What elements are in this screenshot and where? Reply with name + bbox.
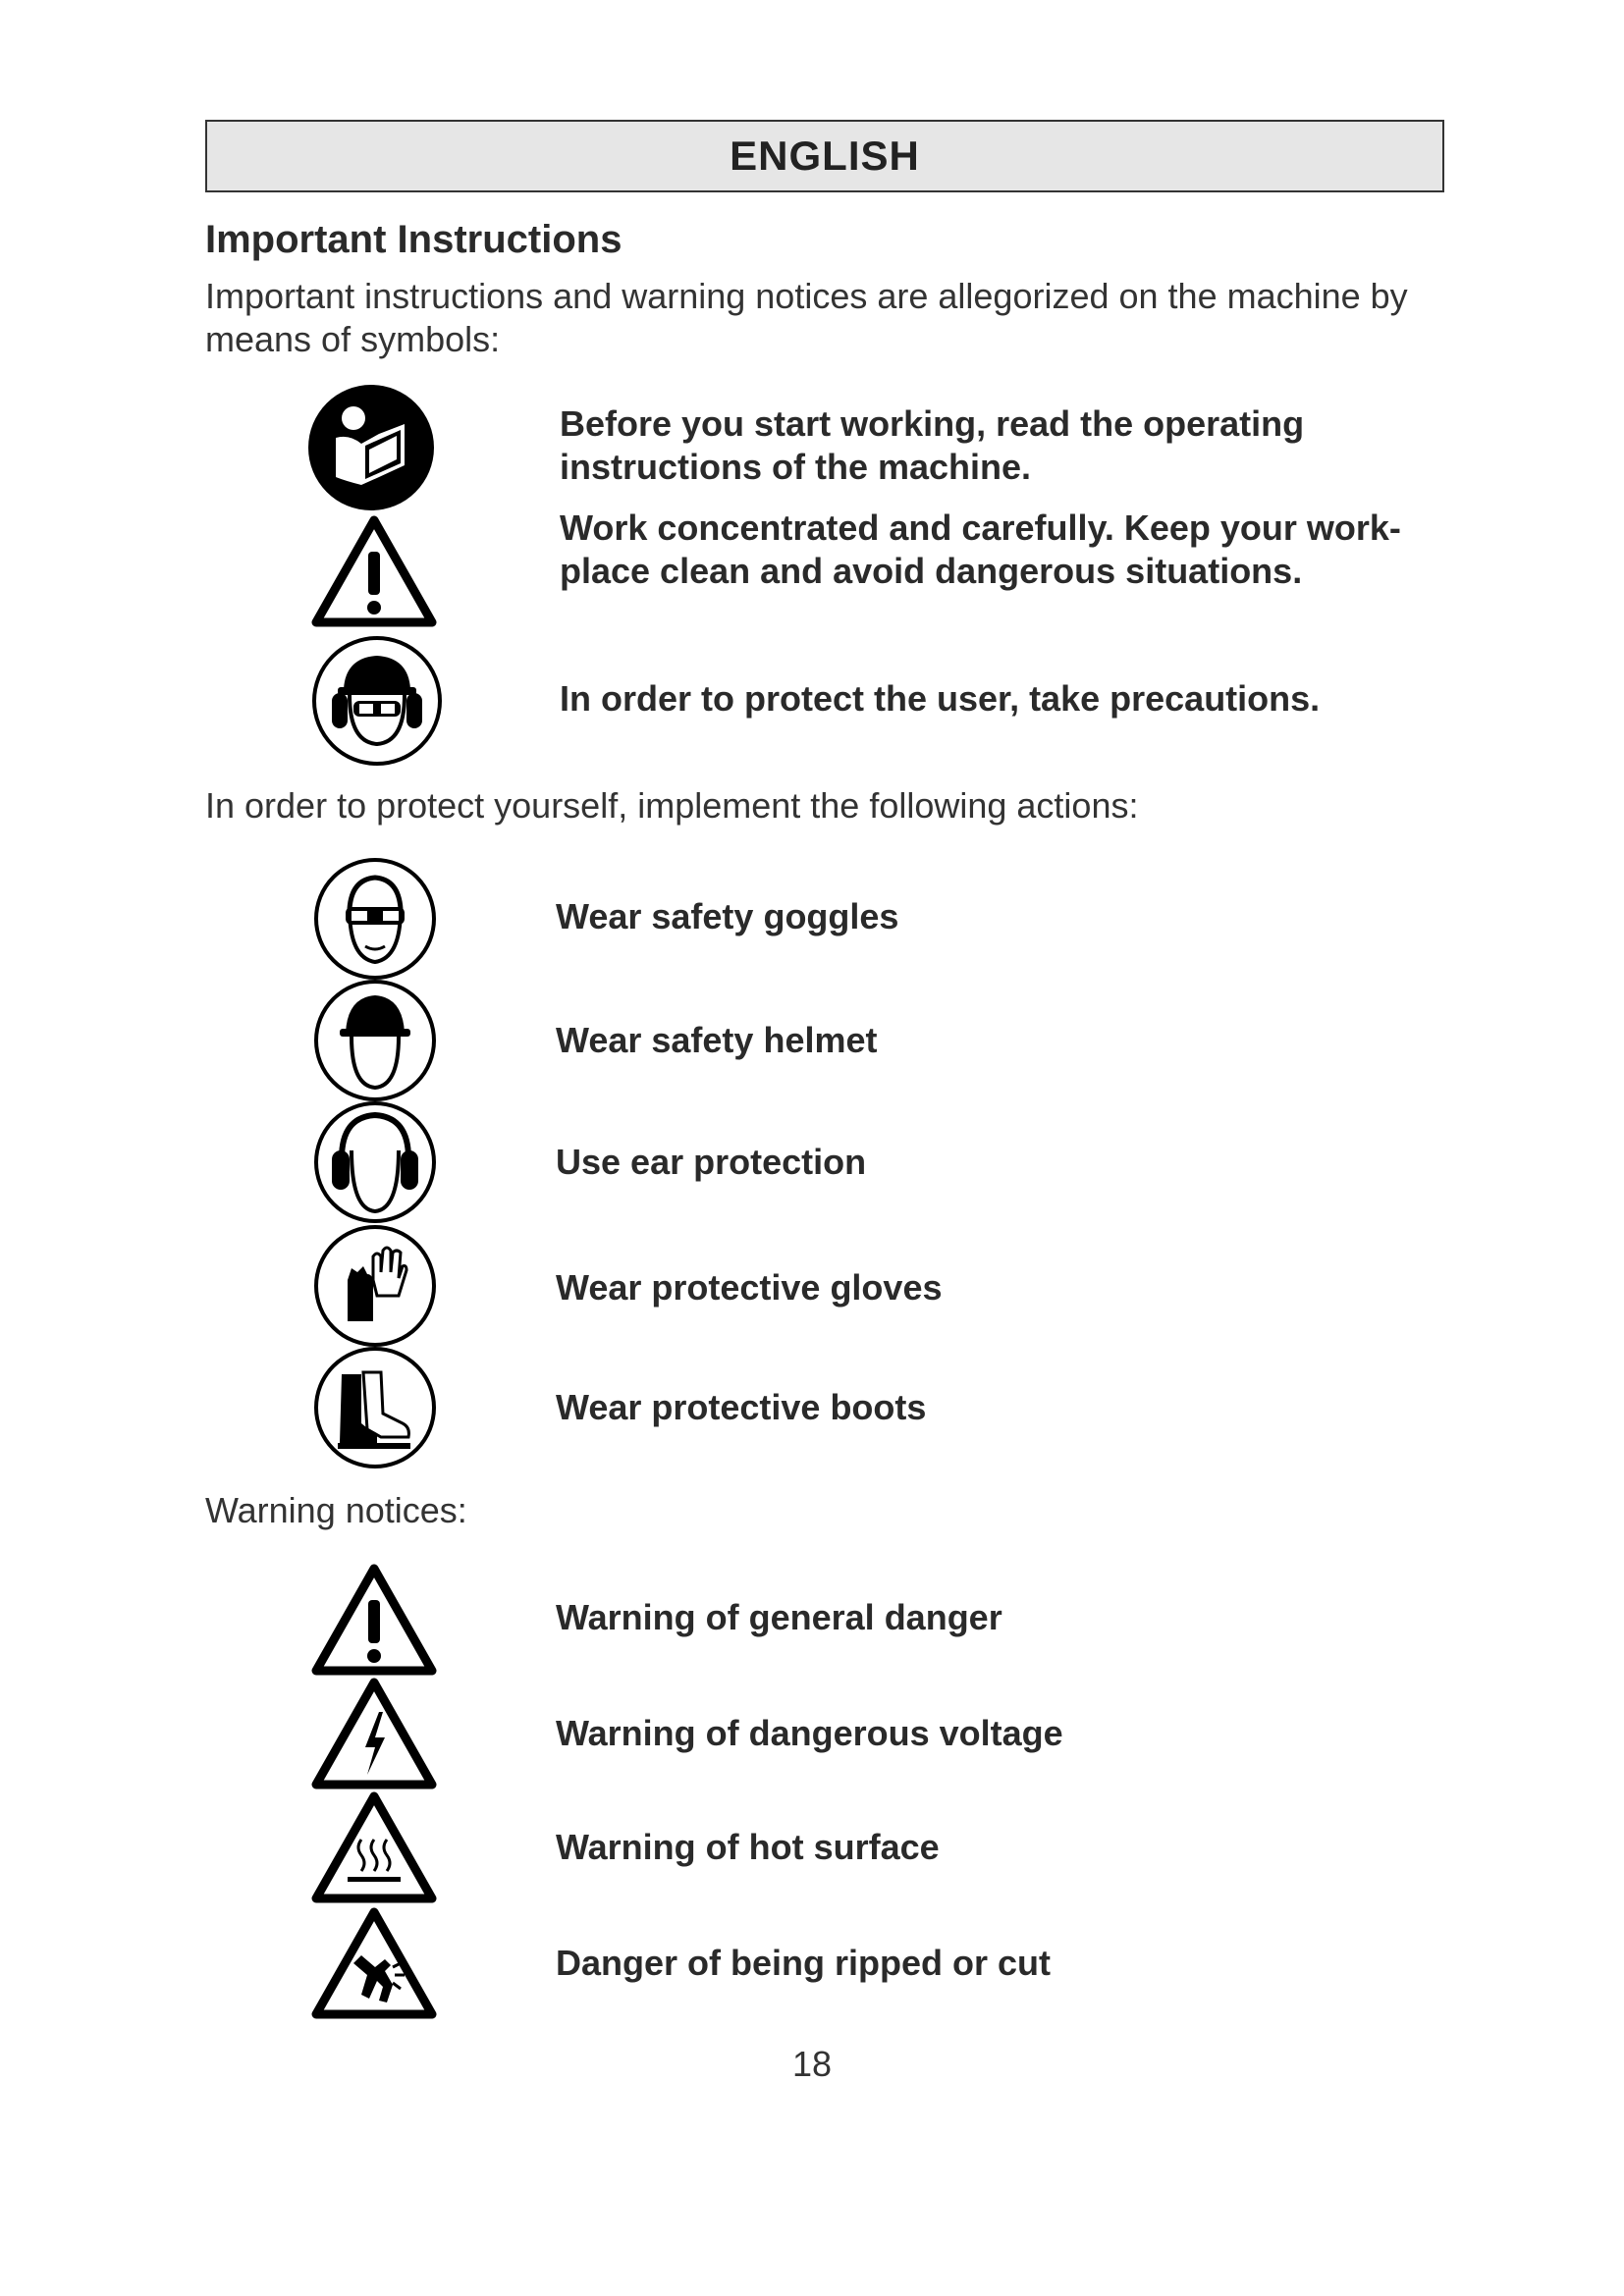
symbol-text-protective-gear: In order to protect the user, take precautions.: [560, 678, 1321, 719]
safety-helmet-icon: [312, 978, 438, 1103]
action-text-goggles: Wear safety goggles: [556, 896, 899, 936]
protective-gloves-icon: [312, 1223, 438, 1349]
dangerous-voltage-icon: [310, 1677, 438, 1790]
section-title: Important Instructions: [205, 218, 623, 261]
ear-protection-icon: [312, 1099, 438, 1225]
symbol-text-general-warning: Work concentrated and carefully. Keep your work-place clean and avoid dangerous situations.: [560, 507, 1401, 591]
safety-goggles-icon: [312, 856, 438, 982]
protective-gear-icon: [310, 634, 444, 768]
language-header: [205, 120, 1444, 192]
warning-text-cut: Danger of being ripped or cut: [556, 1943, 1052, 1983]
page-number: 18: [791, 2044, 833, 2084]
warning-text-hot: Warning of hot surface: [556, 1827, 940, 1867]
action-text-ear: Use ear protection: [556, 1142, 867, 1182]
intro-paragraph: Important instructions and warning notices are allegorized on the machine by means of symbols:: [205, 276, 1408, 359]
action-text-helmet: Wear safety helmet: [556, 1020, 878, 1060]
read-manual-icon: [306, 383, 436, 512]
warning-intro: Warning notices:: [205, 1490, 467, 1530]
cut-hazard-icon: [310, 1906, 438, 2020]
protect-intro: In order to protect yourself, implement the following actions:: [205, 785, 1139, 826]
symbol-text-read-manual: Before you start working, read the operating instructions of the machine.: [560, 403, 1305, 487]
general-danger-icon: [310, 1563, 438, 1677]
warning-text-general: Warning of general danger: [556, 1597, 1002, 1637]
general-warning-icon: [310, 514, 438, 628]
action-text-boots: Wear protective boots: [556, 1387, 927, 1427]
language-label: ENGLISH: [730, 133, 920, 179]
warning-text-voltage: Warning of dangerous voltage: [556, 1713, 1063, 1753]
protective-boots-icon: [312, 1345, 438, 1470]
action-text-gloves: Wear protective gloves: [556, 1267, 943, 1308]
hot-surface-icon: [310, 1790, 438, 1904]
